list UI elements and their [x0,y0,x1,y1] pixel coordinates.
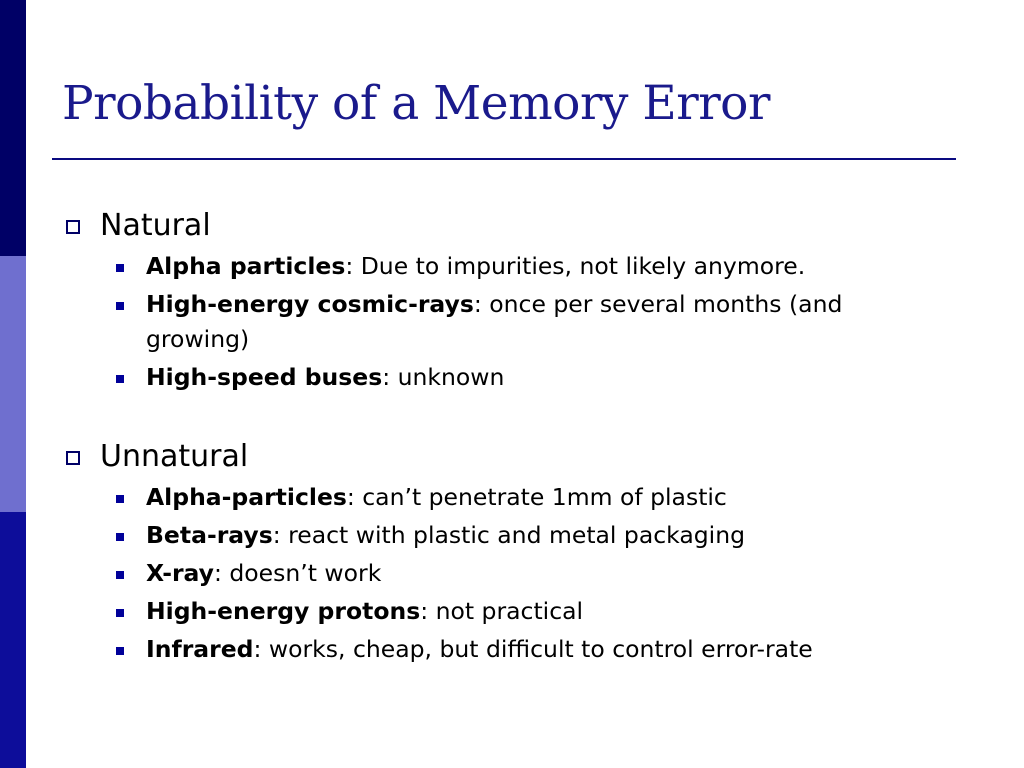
item-term: High-energy protons [146,597,421,625]
item-description: : unknown [382,363,505,391]
list-item [62,480,906,515]
item-term: X-ray [146,559,214,587]
square-bullet-icon [116,375,124,383]
section-natural [62,206,962,395]
item-term: Infrared [146,635,254,663]
item-term: Alpha-particles [146,483,347,511]
item-description: : once per several months (and growing) [146,290,843,353]
section-heading [62,437,962,477]
item-description: : Due to impurities, not likely anymore. [345,252,806,280]
item-term: High-speed buses [146,363,383,391]
item-description: : not practical [420,597,584,625]
sidebar-band-top [0,0,26,256]
square-bullet-icon [116,533,124,541]
section-unnatural [62,437,962,667]
list-item [62,632,906,667]
list-item [62,249,906,284]
list-item [62,594,906,629]
list-item [62,360,906,395]
hollow-square-bullet-icon [66,220,80,234]
item-description: : react with plastic and metal packaging [272,521,746,549]
list-item [62,518,906,553]
hollow-square-bullet-icon [66,451,80,465]
section-heading-text: Unnatural [100,439,249,474]
section-heading [62,206,962,246]
slide-body [62,206,962,709]
square-bullet-icon [116,609,124,617]
section-heading-text: Natural [100,208,211,243]
item-description: : works, cheap, but difficult to control error-rate [253,635,813,663]
square-bullet-icon [116,495,124,503]
square-bullet-icon [116,264,124,272]
square-bullet-icon [116,647,124,655]
sidebar-band-middle [0,256,26,512]
square-bullet-icon [116,571,124,579]
bullet-list [62,480,962,667]
square-bullet-icon [116,302,124,310]
item-term: Alpha particles [146,252,346,280]
list-item [62,287,906,357]
bullet-list [62,249,962,395]
item-description: : doesn’t work [214,559,382,587]
item-term: High-energy cosmic-rays [146,290,474,318]
item-description: : can’t penetrate 1mm of plastic [346,483,727,511]
title-underline [52,158,956,160]
sidebar-band-bottom [0,512,26,768]
item-term: Beta-rays [146,521,273,549]
slide-title: Probability of a Memory Error [62,76,770,131]
list-item [62,556,906,591]
